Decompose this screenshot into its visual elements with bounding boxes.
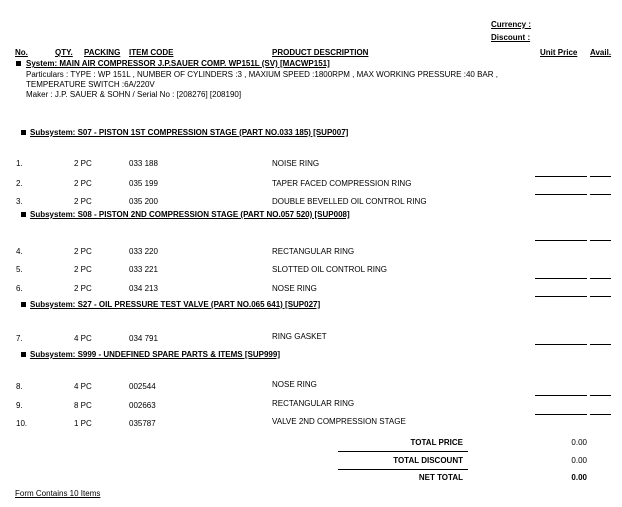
- item-code: 035787: [129, 419, 156, 428]
- subsystem-title: Subsystem: S08 - PISTON 2ND COMPRESSION STAGE (PART NO.057 520) [SUP008]: [30, 210, 350, 219]
- item-qty: 8 PC: [74, 401, 92, 410]
- item-qty: 2 PC: [74, 159, 92, 168]
- avail-blank[interactable]: [590, 296, 611, 297]
- item-no: 6.: [16, 284, 23, 293]
- subsystem-title: Subsystem: S999 - UNDEFINED SPARE PARTS & ITEMS [SUP999]: [30, 350, 280, 359]
- item-description: RECTANGULAR RING: [272, 399, 355, 408]
- system-particulars-line2: TEMPERATURE SWITCH :6A/220V: [26, 80, 155, 89]
- col-product-description: PRODUCT DESCRIPTION: [272, 48, 369, 57]
- col-packing: PACKING: [84, 48, 121, 57]
- item-code: 035 200: [129, 197, 158, 206]
- system-particulars-line1: Particulars : TYPE : WP 151L , NUMBER OF CYLINDERS :3 , MAXIUM SPEED :1800RPM , MAX WORKING PRESSURE :40 BAR ,: [26, 70, 498, 79]
- item-description: NOSE RING: [272, 284, 317, 293]
- unit-price-blank[interactable]: [535, 194, 587, 195]
- system-maker: Maker : J.P. SAUER & SOHN / Serial No : [208276] [208190]: [26, 90, 242, 99]
- col-item-code: ITEM CODE: [129, 48, 174, 57]
- net-total-value: 0.00: [571, 473, 587, 482]
- bullet-square-icon: [21, 212, 26, 217]
- unit-price-blank[interactable]: [535, 278, 587, 279]
- bullet-square-icon: [21, 352, 26, 357]
- total-price-value: 0.00: [571, 438, 587, 447]
- system-title: System: MAIN AIR COMPRESSOR J.P.SAUER COMP. WP151L (SV) [MACWP151]: [26, 59, 330, 68]
- bullet-square-icon: [21, 130, 26, 135]
- avail-blank[interactable]: [590, 395, 611, 396]
- item-code: 002663: [129, 401, 156, 410]
- item-description: RECTANGULAR RING: [272, 247, 355, 256]
- unit-price-blank[interactable]: [535, 176, 587, 177]
- item-qty: 2 PC: [74, 197, 92, 206]
- unit-price-blank[interactable]: [535, 240, 587, 241]
- item-no: 9.: [16, 401, 23, 410]
- total-discount-value: 0.00: [571, 456, 587, 465]
- total-discount-label: TOTAL DISCOUNT: [393, 456, 463, 465]
- item-qty: 2 PC: [74, 284, 92, 293]
- avail-blank[interactable]: [590, 240, 611, 241]
- col-qty: QTY.: [55, 48, 73, 57]
- bullet-square-icon: [21, 302, 26, 307]
- net-total-label: NET TOTAL: [418, 473, 463, 482]
- item-code: 033 220: [129, 247, 158, 256]
- avail-blank[interactable]: [590, 194, 611, 195]
- avail-blank[interactable]: [590, 278, 611, 279]
- unit-price-blank[interactable]: [535, 395, 587, 396]
- item-code: 002544: [129, 382, 156, 391]
- item-qty: 4 PC: [74, 382, 92, 391]
- item-no: 4.: [16, 247, 23, 256]
- item-code: 033 188: [129, 159, 158, 168]
- item-description: TAPER FACED COMPRESSION RING: [272, 179, 412, 188]
- item-qty: 2 PC: [74, 265, 92, 274]
- item-code: 034 791: [129, 334, 158, 343]
- item-description: DOUBLE BEVELLED OIL CONTROL RING: [272, 197, 427, 206]
- item-description: VALVE 2ND COMPRESSION STAGE: [272, 417, 406, 426]
- item-code: 034 213: [129, 284, 158, 293]
- item-code: 033 221: [129, 265, 158, 274]
- col-avail: Avail.: [590, 48, 612, 57]
- item-qty: 1 PC: [74, 419, 92, 428]
- item-no: 1.: [16, 159, 23, 168]
- item-no: 5.: [16, 265, 23, 274]
- avail-blank[interactable]: [590, 414, 611, 415]
- item-no: 2.: [16, 179, 23, 188]
- item-description: NOISE RING: [272, 159, 320, 168]
- unit-price-blank[interactable]: [535, 344, 587, 345]
- item-no: 7.: [16, 334, 23, 343]
- item-description: SLOTTED OIL CONTROL RING: [272, 265, 387, 274]
- item-code: 035 199: [129, 179, 158, 188]
- bullet-square-icon: [16, 61, 21, 66]
- avail-blank[interactable]: [590, 344, 611, 345]
- item-no: 3.: [16, 197, 23, 206]
- item-description: RING GASKET: [272, 332, 327, 341]
- col-unit-price: Unit Price: [540, 48, 578, 57]
- item-no: 8.: [16, 382, 23, 391]
- totals-divider: [338, 469, 468, 470]
- item-qty: 2 PC: [74, 179, 92, 188]
- subsystem-title: Subsystem: S07 - PISTON 1ST COMPRESSION STAGE (PART NO.033 185) [SUP007]: [30, 128, 349, 137]
- item-no: 10.: [16, 419, 28, 428]
- avail-blank[interactable]: [590, 176, 611, 177]
- discount-label: Discount :: [491, 33, 531, 42]
- subsystem-title: Subsystem: S27 - OIL PRESSURE TEST VALVE (PART NO.065 641) [SUP027]: [30, 300, 321, 309]
- item-description: NOSE RING: [272, 380, 317, 389]
- col-no: No.: [15, 48, 28, 57]
- unit-price-blank[interactable]: [535, 414, 587, 415]
- item-qty: 4 PC: [74, 334, 92, 343]
- totals-divider: [338, 451, 468, 452]
- form-item-count: Form Contains 10 Items: [15, 489, 101, 498]
- currency-label: Currency :: [491, 20, 532, 29]
- unit-price-blank[interactable]: [535, 296, 587, 297]
- total-price-label: TOTAL PRICE: [410, 438, 463, 447]
- item-qty: 2 PC: [74, 247, 92, 256]
